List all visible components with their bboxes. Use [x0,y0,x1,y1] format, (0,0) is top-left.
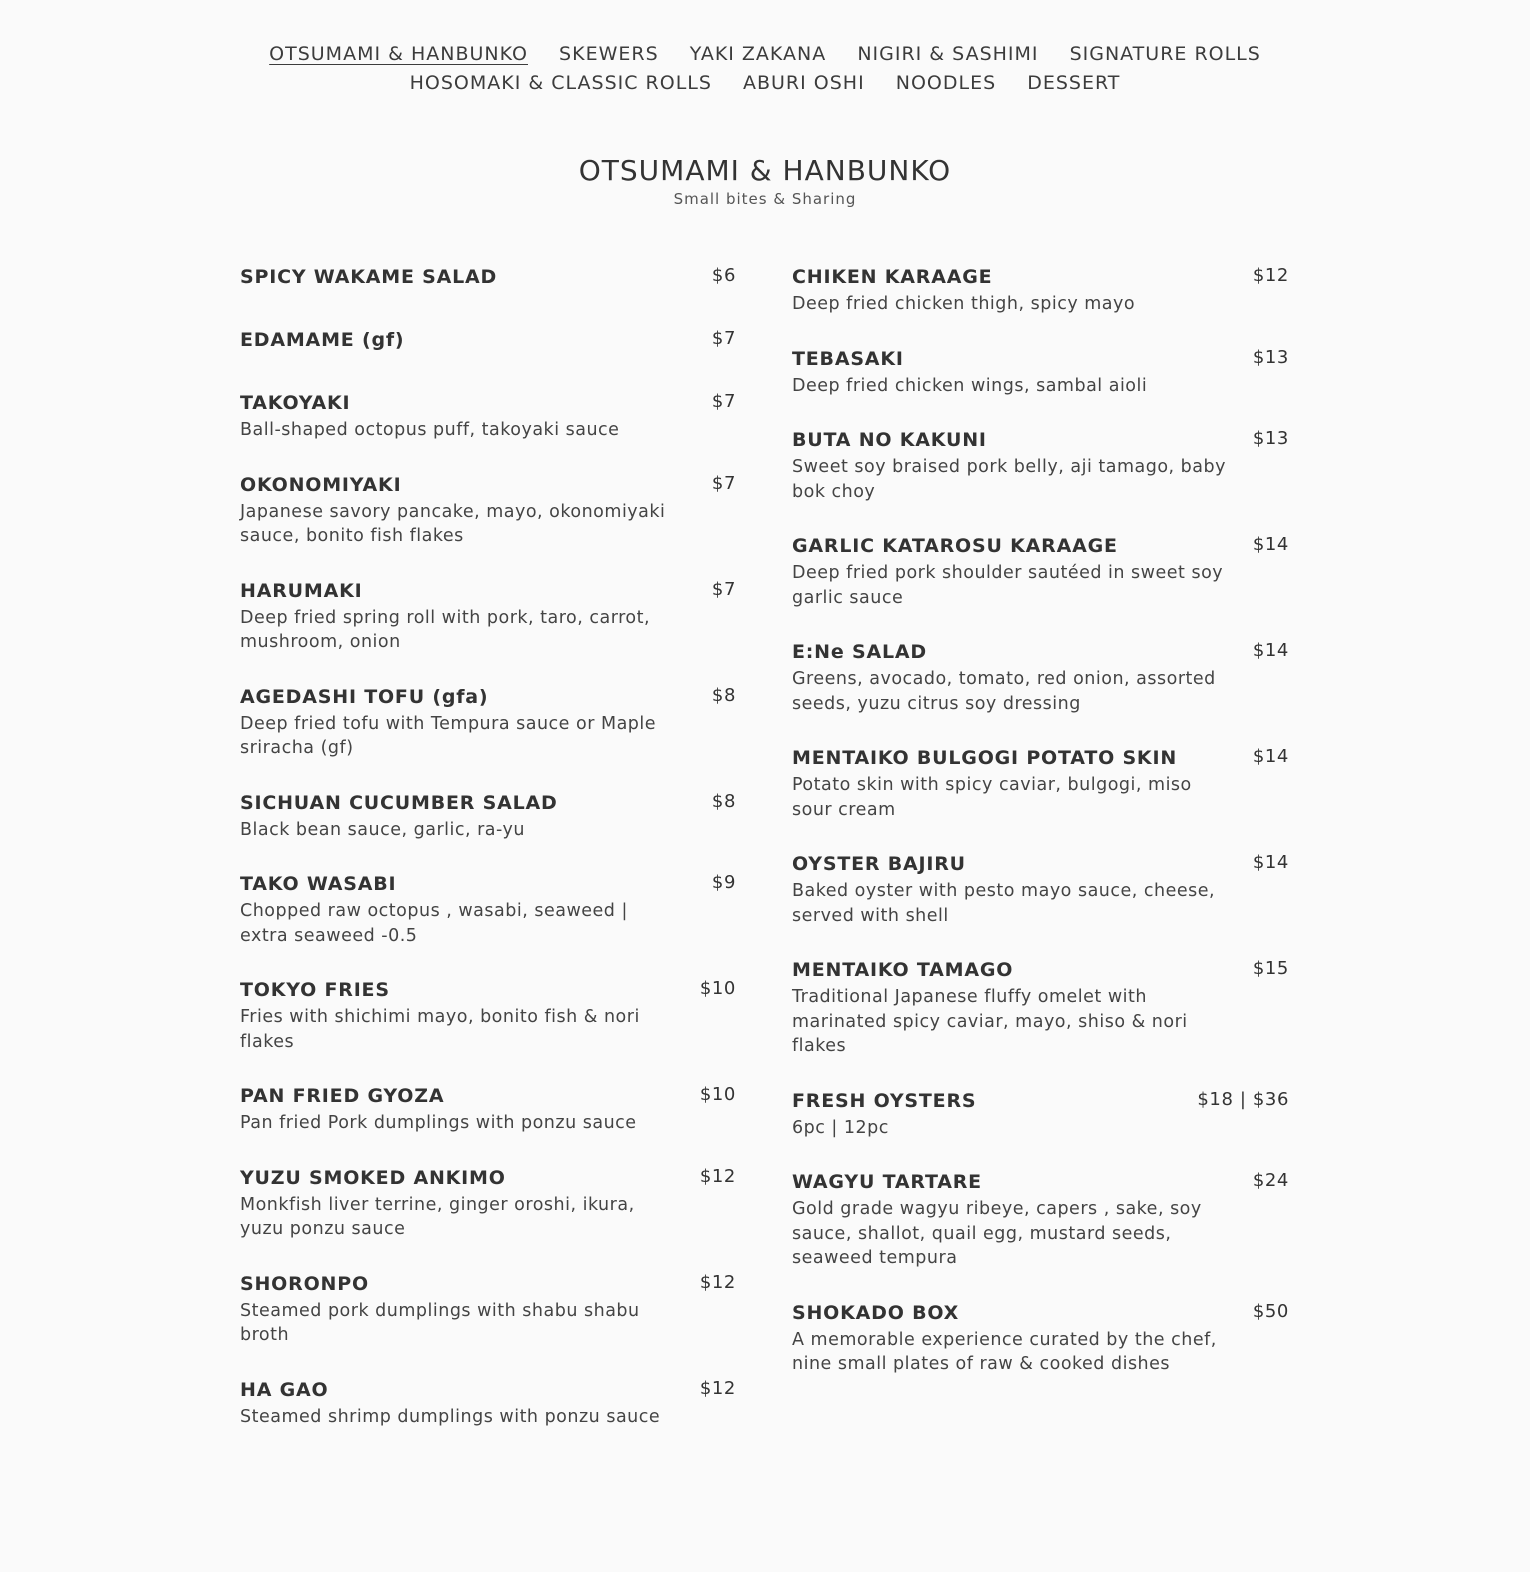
menu-item [792,1086,1289,1141]
menu-item [240,1375,736,1430]
nav-link-skewers[interactable]: SKEWERS [559,43,659,65]
nav-link-otsumami-hanbunko[interactable]: OTSUMAMI & HANBUNKO [269,43,528,65]
menu-item [240,576,736,655]
menu-item [792,1167,1289,1271]
menu-item [792,531,1289,610]
menu-item [240,869,736,948]
menu-item [240,388,736,443]
menu-item-price: $8 [711,790,736,812]
menu-item-name: FRESH OYSTERS [792,1089,977,1112]
menu-item-description: Gold grade wagyu ribeye, capers , sake, soy sauce, shallot, quail egg, mustard seeds, seaweed tempura [792,1199,1202,1268]
menu-item [792,344,1289,399]
menu-item-price: $7 [711,391,736,412]
menu-item-name: AGEDASHI TOFU (gfa) [240,685,489,708]
menu-item-name: PAN FRIED GYOZA [240,1085,445,1107]
menu-item-name: TOKYO FRIES [240,979,390,1001]
menu-item-description: Sweet soy braised pork belly, aji tamago, baby bok choy [792,457,1226,502]
menu-item-name: OYSTER BAJIRU [792,853,966,875]
nav-link-yaki-zakana[interactable]: YAKI ZAKANA [689,43,827,65]
category-nav-row-2 [0,69,1530,98]
menu-item-price: $15 [1252,958,1289,979]
menu-column-left [240,262,736,1456]
menu-item [792,849,1289,928]
menu-item-price: $12 [699,1271,736,1293]
menu-item-description: Potato skin with spicy caviar, bulgogi, miso sour cream [792,775,1192,820]
menu-item-description: Deep fried tofu with Tempura sauce or Maple sriracha (gf) [240,713,657,758]
menu-item-name: SICHUAN CUCUMBER SALAD [240,791,558,814]
menu-item-description: Japanese savory pancake, mayo, okonomiyaki sauce, bonito fish flakes [240,501,666,546]
menu-item-name: OKONOMIYAKI [240,473,402,496]
menu-item-price: $7 [711,472,736,494]
menu-item-price: $13 [1252,428,1289,449]
menu-item-name: SHORONPO [240,1272,369,1295]
section-subtitle: Small bites & Sharing [673,190,857,208]
menu-item-description: A memorable experience curated by the chef, nine small plates of raw & cooked dishes [792,1329,1217,1374]
menu-item-description: Deep fried chicken wings, sambal aioli [792,375,1148,396]
menu-item [792,262,1289,317]
menu-item-description: Ball-shaped octopus puff, takoyaki sauce [240,420,620,440]
menu-item-description: Fries with shichimi mayo, bonito fish & nori flakes [240,1007,640,1052]
menu-item-name: TEBASAKI [792,347,904,370]
menu-item-name: MENTAIKO BULGOGI POTATO SKIN [792,747,1178,769]
menu-item [240,470,736,549]
menu-item-name: TAKOYAKI [240,392,351,414]
menu-item [792,1298,1289,1377]
menu-item-name: HARUMAKI [240,579,363,602]
menu-item [240,682,736,761]
menu-item-description: Traditional Japanese fluffy omelet with marinated spicy caviar, mayo, shiso & nori flakes [792,987,1188,1056]
section-header [0,153,1530,209]
menu-item-price: $10 [699,978,736,999]
menu-item-price: $24 [1252,1170,1289,1191]
menu-item-price: $14 [1252,746,1289,767]
menu-item-price: $12 [1252,265,1289,286]
nav-link-noodles[interactable]: NOODLES [895,72,997,94]
menu-item-price: $50 [1252,1300,1289,1322]
menu-item-description: 6pc | 12pc [792,1117,889,1138]
menu-item-name: TAKO WASABI [240,873,397,895]
menu-item [240,1163,736,1242]
nav-link-hosomaki-classic-rolls[interactable]: HOSOMAKI & CLASSIC ROLLS [409,72,712,94]
menu-item-price: $8 [711,684,736,706]
menu-item-price: $13 [1252,346,1289,368]
menu-item-price: $12 [699,1165,736,1187]
menu-item-description: Baked oyster with pesto mayo sauce, cheese, served with shell [792,881,1216,926]
menu-item-name: E:Ne SALAD [792,641,927,663]
menu-item-description: Deep fried spring roll with pork, taro, carrot, mushroom, onion [240,607,651,652]
menu-item-name: SPICY WAKAME SALAD [240,266,498,288]
nav-link-nigiri-sashimi[interactable]: NIGIRI & SASHIMI [857,43,1039,65]
menu-item-price: $9 [711,872,736,893]
menu-item-description: Deep fried pork shoulder sautéed in sweet soy garlic sauce [792,563,1224,608]
nav-link-aburi-oshi[interactable]: ABURI OSHI [742,72,865,94]
menu-item-price: $14 [1252,640,1289,661]
menu-item [240,262,736,292]
category-nav [0,40,1530,98]
nav-link-dessert[interactable]: DESSERT [1027,72,1121,94]
menu-item [792,637,1289,716]
menu-item-description: Steamed shrimp dumplings with ponzu sauce [240,1406,661,1427]
menu-item-price: $14 [1252,534,1289,555]
menu-item [240,788,736,843]
menu-item-description: Black bean sauce, garlic, ra-yu [240,819,525,840]
menu-item-price: $7 [711,328,736,349]
menu-item-description: Greens, avocado, tomato, red onion, assorted seeds, yuzu citrus soy dressing [792,669,1216,714]
menu-item [240,975,736,1054]
menu-item [792,743,1289,822]
menu-item-name: CHIKEN KARAAGE [792,266,993,288]
menu-item-description: Deep fried chicken thigh, spicy mayo [792,294,1136,314]
menu-item-description: Monkfish liver terrine, ginger oroshi, ikura, yuzu ponzu sauce [240,1194,635,1239]
menu-item [240,1081,736,1136]
menu-item [792,955,1289,1059]
menu-item-price: $6 [711,265,736,286]
category-nav-row-1 [0,40,1530,69]
menu-item-price: $10 [699,1084,736,1105]
menu-item-name: HA GAO [240,1378,329,1401]
menu-item-price: $14 [1252,852,1289,873]
menu-item [240,325,736,355]
menu-item-description: Chopped raw octopus , wasabi, seaweed | extra seaweed -0.5 [240,901,628,946]
menu-item-name: EDAMAME (gf) [240,329,405,351]
menu-item-description: Steamed pork dumplings with shabu shabu broth [240,1300,640,1345]
menu-item-price: $12 [699,1377,736,1399]
menu-item-name: MENTAIKO TAMAGO [792,959,1014,981]
menu-item-description: Pan fried Pork dumplings with ponzu sauce [240,1113,637,1133]
menu-item [792,425,1289,504]
menu-column-right [792,262,1289,1404]
menu-item-name: BUTA NO KAKUNI [792,429,987,451]
menu-item [240,1269,736,1348]
menu-item-name: SHOKADO BOX [792,1301,960,1324]
menu-item-name: YUZU SMOKED ANKIMO [240,1166,506,1189]
menu-item-name: GARLIC KATAROSU KARAAGE [792,535,1118,557]
section-title: OTSUMAMI & HANBUNKO [578,154,952,187]
nav-link-signature-rolls[interactable]: SIGNATURE ROLLS [1069,43,1261,65]
menu-item-name: WAGYU TARTARE [792,1171,982,1193]
menu-item-price: $7 [711,578,736,600]
menu-item-price: $18 | $36 [1197,1088,1289,1110]
